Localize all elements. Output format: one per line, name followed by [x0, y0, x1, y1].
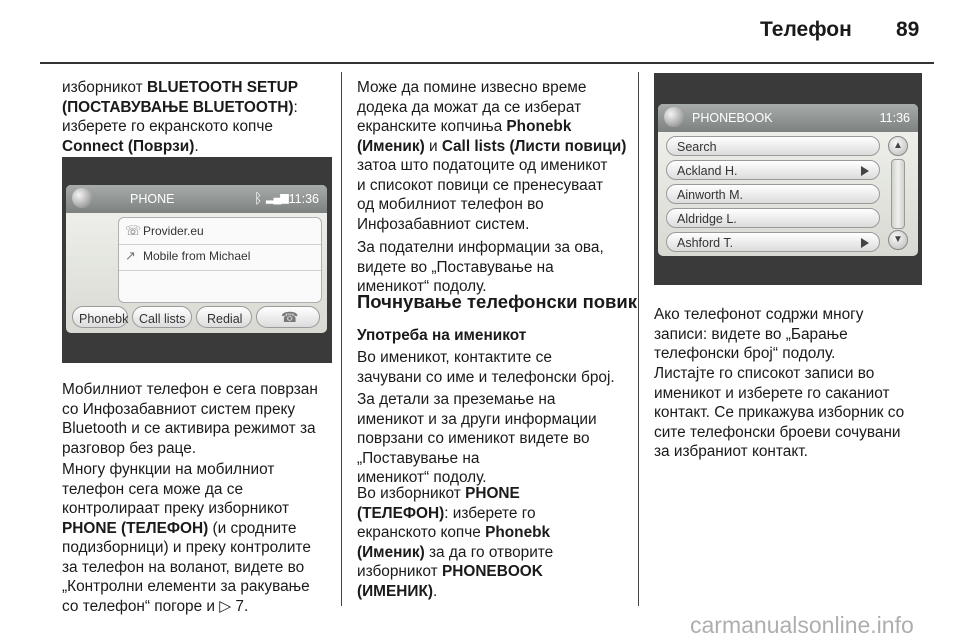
- text-line: контакт. Се прикажува изборник со: [654, 404, 905, 421]
- phonebook-clock: 11:36: [879, 111, 910, 125]
- col1-paragraph-1: [62, 78, 298, 156]
- text-line: зачувани со име и телефонски број.: [357, 368, 615, 386]
- bluetooth-icon: ᛒ: [254, 190, 263, 206]
- text-line: Мобилниот телефон е сега поврзан: [62, 381, 318, 398]
- col2-paragraph-2: [357, 238, 604, 297]
- text-line: телефонски број“ подолу.: [654, 345, 836, 362]
- phonebook-title: PHONEBOOK: [692, 111, 773, 125]
- text-run: екранските копчиња: [357, 118, 507, 135]
- col3-paragraph-2: [654, 364, 904, 462]
- scroll-up-icon[interactable]: ▲: [888, 136, 908, 156]
- subsection-heading: Употреба на именикот: [357, 327, 527, 344]
- text-run: .: [432, 582, 438, 600]
- text-run: :: [293, 98, 298, 116]
- phonebook-entry[interactable]: [666, 160, 880, 180]
- home-orb-icon[interactable]: [72, 188, 92, 208]
- text-run: изборникот: [62, 79, 147, 96]
- phonebook-entry[interactable]: [666, 232, 880, 252]
- bold-run: BLUETOOTH SETUP: [146, 79, 299, 96]
- text-line: записи: видете во „Барање: [654, 325, 848, 343]
- recent-calls-list: [118, 217, 322, 303]
- text-line: Bluetooth и се активира режимот за: [62, 420, 316, 437]
- text-line: Инфозабавниот систем.: [357, 215, 530, 233]
- text-line: именикот и изберете го саканиот: [654, 384, 890, 402]
- bold-run: (ПОСТАВУВАЊЕ BLUETOOTH): [62, 98, 294, 116]
- text-line: телефон сега може да се: [62, 480, 243, 498]
- column-divider: [638, 72, 639, 606]
- phonebook-entry[interactable]: [666, 208, 880, 228]
- phonebook-screen: [658, 104, 918, 256]
- text-line: за телефон на воланот, видете во: [62, 558, 305, 576]
- button-label: Search: [677, 140, 717, 154]
- home-orb-icon[interactable]: [664, 107, 684, 127]
- bold-run: Phonebk: [485, 524, 551, 541]
- hang-up-icon: ☎: [281, 309, 299, 325]
- text-run: за да го отворите: [424, 543, 554, 561]
- entry-label: Ackland H.: [677, 164, 738, 178]
- hang-up-button[interactable]: [256, 306, 320, 328]
- col3-paragraph-1: [654, 305, 864, 364]
- text-line: „Контролни елементи за ракување: [62, 578, 310, 595]
- phonebook-search-button[interactable]: [666, 136, 880, 156]
- list-item[interactable]: Mobile from Michael: [143, 249, 251, 263]
- text-line: Може да помине извесно време: [357, 79, 587, 96]
- header-rule: [40, 62, 934, 64]
- text-line: именикот“ подолу.: [357, 278, 487, 295]
- col2-paragraph-5: [357, 484, 553, 601]
- bold-run: PHONE: [465, 485, 520, 502]
- text-line: Листајте го списокот записи во: [654, 365, 875, 382]
- text-line: „Поставување на: [357, 449, 480, 467]
- text-line: подизборници) и преку контролите: [62, 539, 311, 556]
- text-line: именикот и за други информации: [357, 410, 597, 428]
- call-lists-button[interactable]: [132, 306, 192, 328]
- page-number: 89: [896, 18, 920, 41]
- signal-icon: ▂▄▆: [266, 192, 288, 204]
- col2-paragraph-4: [357, 390, 597, 488]
- text-line: додека да можат да се изберат: [357, 98, 582, 116]
- bold-run: Phonebk: [506, 118, 572, 135]
- section-heading: Почнување телефонски повик: [357, 291, 638, 312]
- text-run: екранското копче: [357, 524, 486, 541]
- text-run: (и сродните: [208, 519, 297, 537]
- text-line: За подателни информации за ова,: [357, 239, 604, 256]
- phone-receiver-icon: ☏: [125, 223, 142, 238]
- text-run: изборникот: [357, 563, 442, 580]
- text-run: изберете го екранското копче: [62, 118, 273, 135]
- bold-run: Connect (Поврзи): [62, 137, 195, 155]
- button-label: Phonebk: [79, 312, 129, 326]
- outgoing-call-icon: ↗: [125, 248, 136, 263]
- text-line: со телефон“ погоре и: [62, 597, 220, 615]
- column-divider: [341, 72, 342, 606]
- text-line: со Инфозабавниот систем преку: [62, 400, 296, 418]
- phone-titlebar: [66, 185, 327, 213]
- phone-title: PHONE: [130, 192, 175, 206]
- button-label: Redial: [207, 312, 243, 326]
- text-line: затоа што податоците од именикот: [357, 157, 608, 174]
- text-line: разговор без раце.: [62, 439, 197, 457]
- bold-run: (Именик): [357, 543, 425, 561]
- col2-paragraph-3: [357, 348, 615, 387]
- scrollbar-track[interactable]: [891, 159, 905, 229]
- text-run: .: [194, 137, 199, 155]
- text-line: поврзани со именикот видете во: [357, 430, 590, 447]
- text-run: Во изборникот: [357, 485, 466, 502]
- text-line: Многу функции на мобилниот: [62, 461, 275, 478]
- phone-clock: 11:36: [288, 192, 319, 206]
- bold-run: (ТЕЛЕФОН): [357, 504, 445, 522]
- phone-screen: [66, 185, 327, 333]
- page-reference-icon: ▷: [219, 597, 232, 615]
- phonebook-screen-screenshot: [654, 73, 922, 285]
- page-header-title: Телефон: [760, 18, 852, 41]
- text-run: и: [424, 137, 442, 155]
- bold-run: PHONE (ТЕЛЕФОН): [62, 519, 209, 537]
- phonebook-button[interactable]: [72, 306, 128, 328]
- text-run: 7.: [231, 597, 249, 615]
- text-line: За детали за преземање на: [357, 391, 556, 408]
- text-line: именикот“ подолу.: [357, 469, 487, 486]
- redial-button[interactable]: [196, 306, 252, 328]
- watermark: carmanualsonline.info: [690, 612, 914, 638]
- scroll-down-icon[interactable]: ▼: [888, 230, 908, 250]
- text-line: Во именикот, контактите се: [357, 349, 552, 366]
- col1-paragraph-2: [62, 380, 318, 458]
- list-divider: [119, 244, 321, 245]
- entry-label: Ashford T.: [677, 236, 734, 250]
- play-arrow-icon: [861, 238, 869, 248]
- bold-run: (Именик): [357, 137, 425, 155]
- col2-paragraph-1: [357, 78, 626, 234]
- text-line: и списокот повици се пренесуваат: [357, 176, 604, 194]
- list-divider: [119, 270, 321, 271]
- text-line: Ако телефонот содржи многу: [654, 306, 864, 323]
- list-item[interactable]: Provider.eu: [143, 224, 204, 238]
- entry-label: Aldridge L.: [677, 212, 737, 226]
- button-label: Call lists: [139, 312, 186, 326]
- text-line: контролираат преку изборникот: [62, 500, 290, 517]
- bold-run: (ИМЕНИК): [357, 582, 433, 600]
- phone-screen-screenshot: [62, 157, 332, 363]
- col1-paragraph-3: [62, 460, 311, 616]
- text-line: видете во „Поставување на: [357, 258, 554, 276]
- text-line: од мобилниот телефон во: [357, 196, 544, 213]
- bold-run: Call lists (Листи повици): [441, 137, 627, 155]
- text-line: за избраниот контакт.: [654, 443, 808, 460]
- bold-run: PHONEBOOK: [441, 563, 543, 580]
- phonebook-entry[interactable]: [666, 184, 880, 204]
- entry-label: Ainworth M.: [677, 188, 743, 202]
- text-run: : изберете го: [444, 504, 536, 522]
- text-line: сите телефонски броеви сочувани: [654, 423, 901, 441]
- phonebook-titlebar: [658, 104, 918, 132]
- play-arrow-icon: [861, 166, 869, 176]
